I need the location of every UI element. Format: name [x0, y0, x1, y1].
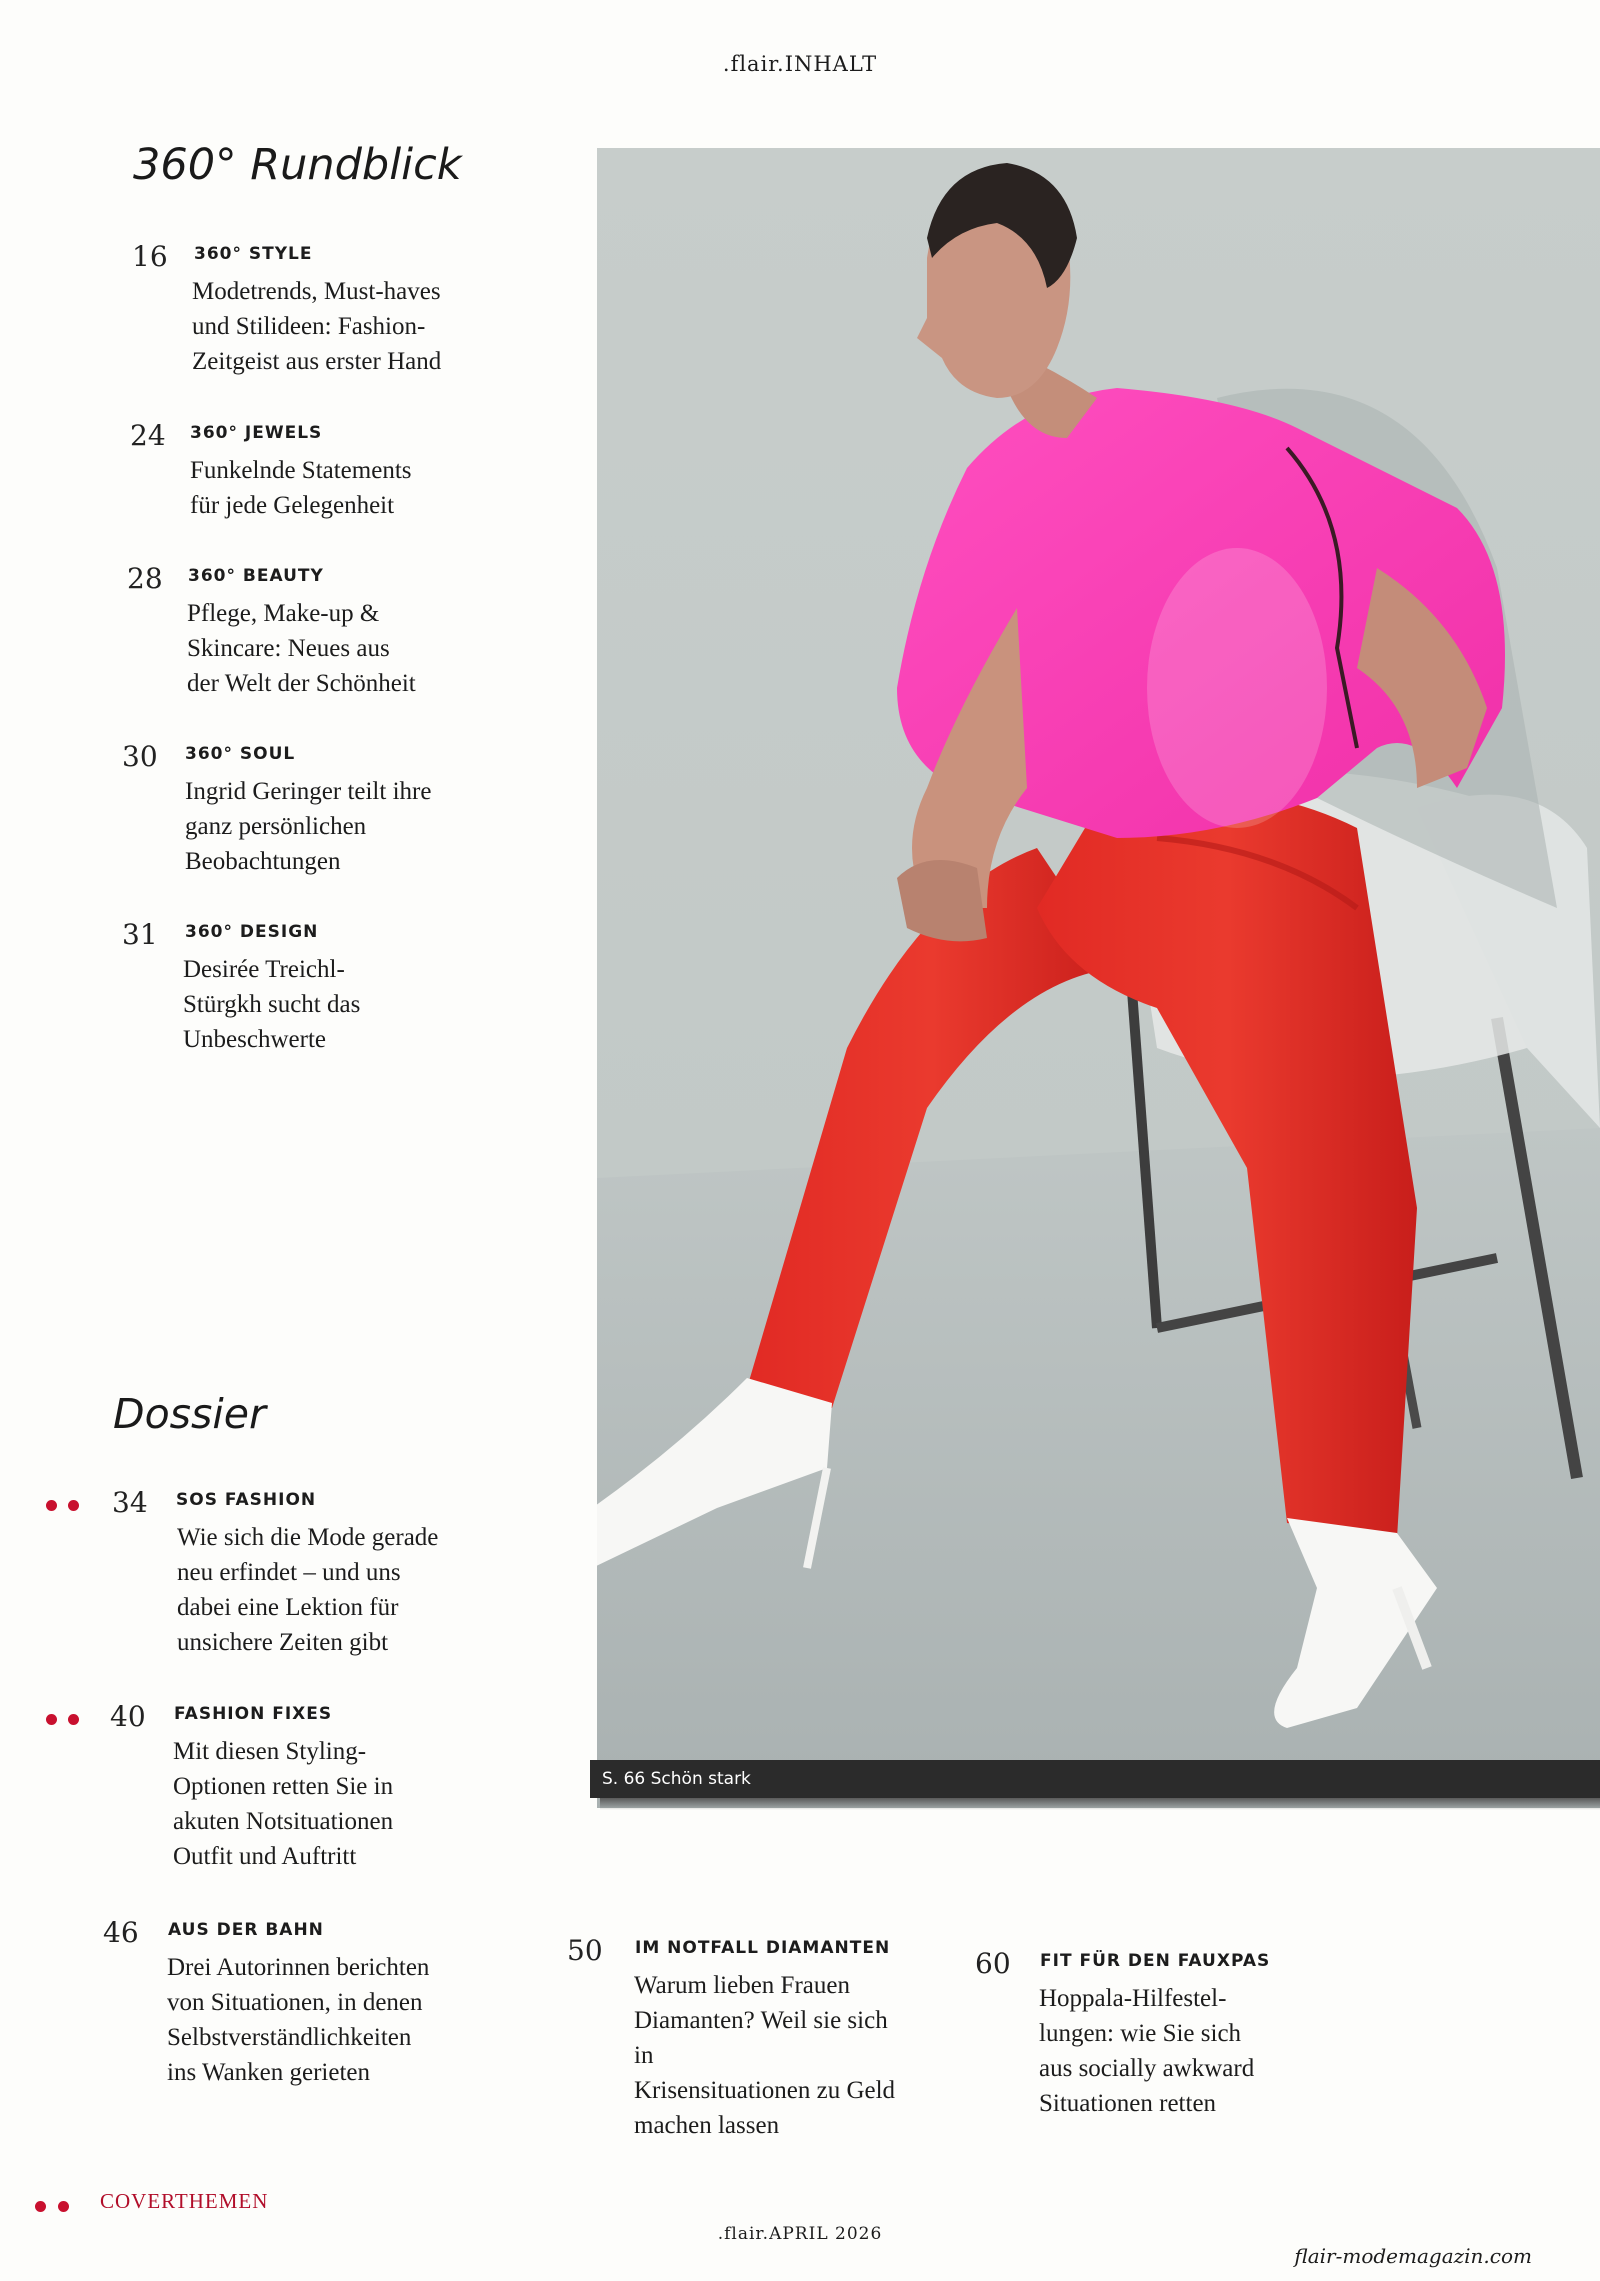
page-number: 24: [130, 419, 166, 452]
page-number: 31: [122, 918, 158, 951]
page-number: 40: [110, 1700, 146, 1733]
entry-kicker: AUS DER BAHN: [168, 1920, 324, 1940]
coverthemen-legend: [35, 2189, 269, 2216]
entry-kicker: 360° DESIGN: [185, 922, 319, 942]
entry-description: Modetrends, Must-haves und Stilideen: Fashion- Zeitgeist aus erster Hand: [192, 278, 442, 375]
page-number: 28: [127, 562, 163, 595]
section-title-dossier: Dossier: [113, 1390, 266, 1438]
entry-description: Warum lieben Frauen Diamanten? Weil sie sich in Krisensituationen zu Geld machen lassen: [634, 1972, 896, 2139]
page-number: 60: [975, 1947, 1011, 1980]
entry-description: Wie sich die Mode gerade neu erfindet – und uns dabei eine Lektion für unsichere Zeiten gibt: [177, 1524, 439, 1656]
entry-kicker: 360° SOUL: [185, 744, 296, 764]
footer-label: COVERTHEMEN: [100, 2189, 269, 2213]
entry-kicker: 360° JEWELS: [190, 423, 323, 443]
page-number: 34: [112, 1486, 148, 1519]
red-dot: [58, 2201, 69, 2212]
section-title-rundblick: 360° Rundblick: [133, 140, 462, 190]
page-number: 16: [132, 240, 168, 273]
issue-label: .flair.APRIL 2026: [717, 2224, 883, 2244]
model-illustration: [597, 148, 1600, 1808]
caption-text: S. 66 Schön stark: [602, 1769, 751, 1789]
entry-description: Ingrid Geringer teilt ihre ganz persönlichen Beobachtungen: [185, 778, 432, 875]
page-number: 50: [567, 1934, 603, 1967]
website-link[interactable]: flair-modemagazin.com: [1294, 2244, 1532, 2268]
entry-kicker: 360° BEAUTY: [188, 566, 324, 586]
running-header: .flair.INHALT: [722, 52, 878, 76]
entry-description: Mit diesen Styling- Optionen retten Sie in akuten Notsituationen Outfit und Auftritt: [173, 1738, 394, 1870]
page-number: 30: [122, 740, 158, 773]
cover-story-marker: [46, 1496, 90, 1515]
entry-kicker: SOS FASHION: [176, 1490, 317, 1510]
entry-description: Drei Autorinnen berichten von Situationen, in denen Selbstverständlichkeiten ins Wanken gerieten: [167, 1954, 430, 2086]
entry-description: Pflege, Make-up & Skincare: Neues aus der Welt der Schönheit: [187, 600, 416, 697]
entry-kicker: FIT FÜR DEN FAUXPAS: [1040, 1951, 1271, 1971]
red-dot: [35, 2201, 46, 2212]
cover-story-marker: [46, 1710, 90, 1729]
entry-description: Desirée Treichl- Stürgkh sucht das Unbeschwerte: [183, 956, 361, 1053]
entry-kicker: 360° STYLE: [194, 244, 313, 264]
entry-kicker: FASHION FIXES: [174, 1704, 333, 1724]
entry-kicker: IM NOTFALL DIAMANTEN: [635, 1938, 891, 1958]
page-number: 46: [103, 1916, 139, 1949]
fashion-photo[interactable]: [597, 148, 1600, 1808]
entry-description: Funkelnde Statements für jede Gelegenheit: [190, 457, 412, 519]
entry-description: Hoppala-Hilfestel- lungen: wie Sie sich aus socially awkward Situationen retten: [1039, 1985, 1255, 2117]
photo-caption: [590, 1760, 1600, 1798]
photo-shadow: [600, 1798, 1600, 1810]
